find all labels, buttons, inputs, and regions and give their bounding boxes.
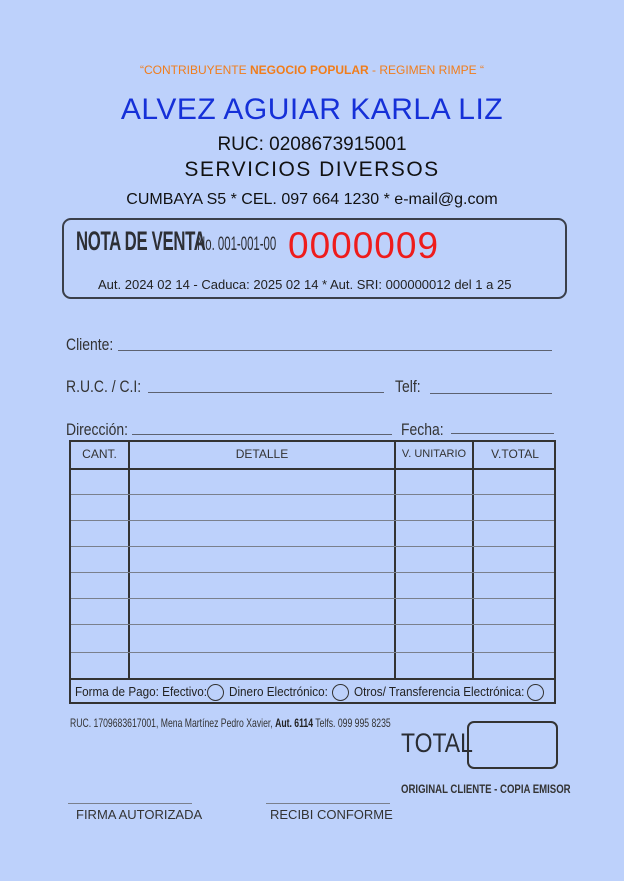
firma-line xyxy=(68,803,192,804)
table-row[interactable] xyxy=(71,546,554,547)
fecha-field[interactable] xyxy=(451,433,554,434)
table-row[interactable] xyxy=(71,572,554,573)
dinero-electronico-checkbox[interactable] xyxy=(332,684,349,701)
telf-label: Telf: xyxy=(395,377,421,396)
document-number: 0000009 xyxy=(288,225,440,266)
payment-otros-label: Otros/ Transferencia Electrónica: xyxy=(354,684,525,699)
transferencia-checkbox[interactable] xyxy=(527,684,544,701)
ruc-ci-label: R.U.C. / C.I: xyxy=(66,377,142,396)
table-row[interactable] xyxy=(71,624,554,625)
services-title: SERVICIOS DIVERSOS xyxy=(184,158,440,181)
printer-prefix: RUC. 1709683617001, Mena Martínez Pedro Xavier, xyxy=(70,716,276,730)
contact-line: CUMBAYA S5 * CEL. 097 664 1230 * e-mail@g.com xyxy=(126,191,498,208)
copy-note: ORIGINAL CLIENTE - COPIA EMISOR xyxy=(401,782,571,796)
telf-field[interactable] xyxy=(430,393,552,394)
direccion-label: Dirección: xyxy=(66,420,128,439)
direccion-field[interactable] xyxy=(132,434,392,435)
recibi-conforme-label: RECIBI CONFORME xyxy=(270,807,393,822)
tagline-prefix: “CONTRIBUYENTE xyxy=(139,63,250,77)
table-row[interactable] xyxy=(71,598,554,599)
fecha-label: Fecha: xyxy=(401,420,444,439)
total-label: TOTAL xyxy=(401,728,473,758)
owner-name: ALVEZ AGUIAR KARLA LIZ xyxy=(120,93,504,126)
column-divider xyxy=(394,440,396,680)
table-row[interactable] xyxy=(71,520,554,521)
total-field[interactable] xyxy=(467,721,558,769)
firma-autorizada-label: FIRMA AUTORIZADA xyxy=(76,807,203,822)
header-v-total: V.TOTAL xyxy=(491,447,539,461)
payment-efectivo-label: Forma de Pago: Efectivo: xyxy=(75,684,208,699)
table-row[interactable] xyxy=(71,652,554,653)
tagline-suffix: - REGIMEN RIMPE “ xyxy=(368,63,485,77)
owner-ruc: RUC: 0208673915001 xyxy=(217,134,407,155)
header-v-unitario: V. UNITARIO xyxy=(401,448,467,460)
items-table xyxy=(69,440,556,680)
authorization-line: Aut. 2024 02 14 - Caduca: 2025 02 14 * Aut. SRI: 000000012 del 1 a 25 xyxy=(98,277,512,292)
document-number-prefix: No. 001-001-00 xyxy=(197,234,277,255)
header-cant: CANT. xyxy=(82,447,117,461)
cliente-field[interactable] xyxy=(118,350,552,351)
recibi-line xyxy=(266,803,390,804)
printer-suffix: Telfs. 099 995 8235 xyxy=(313,716,391,730)
header-divider xyxy=(69,468,556,470)
document-title: NOTA DE VENTA xyxy=(76,226,206,256)
taxpayer-tagline xyxy=(0,63,624,77)
header-detalle: DETALLE xyxy=(235,447,289,461)
column-divider xyxy=(472,440,474,680)
ruc-ci-field[interactable] xyxy=(148,392,384,393)
cliente-label: Cliente: xyxy=(66,335,114,354)
tagline-bold: NEGOCIO POPULAR xyxy=(249,63,369,77)
printer-info xyxy=(70,716,391,730)
payment-dinero-label: Dinero Electrónico: xyxy=(229,684,328,699)
printer-aut: Aut. 6114 xyxy=(275,716,314,730)
efectivo-checkbox[interactable] xyxy=(207,684,224,701)
column-divider xyxy=(128,440,130,680)
table-row[interactable] xyxy=(71,494,554,495)
